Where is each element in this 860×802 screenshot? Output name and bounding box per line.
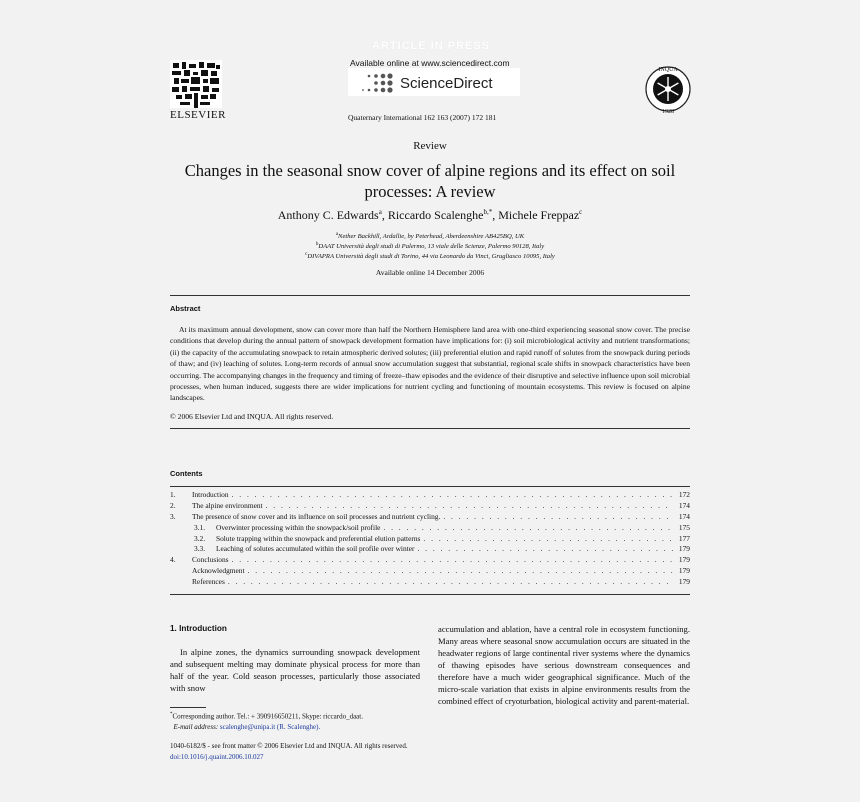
author-sup: b,* — [483, 208, 493, 216]
abstract-text: At its maximum annual development, snow can cover more than half the Northern Hemisphere land area with one-third experiencing seasonal snow cover. The precise conditions that develop during the annual pattern of snowpack development formation have implications for: (i) soil microbiological activity and nutrient transformations; (ii) the capacity of the accumulating snowpack to retain atmospheric derived solutes; (iii) preferential elution and rapid runoff of solutes from the snowpack during periods of thaw; and (iv) leaching of solutes. Long-term records of annual snow accumulation suggest that substantial, regional scale shifts in snowpack characteristics have been occurring. The accompanying changes in the frequency and timing of freeze–thaw episodes and the evidence of their disruptive and selective influence upon soil microbial processes, when human induced, suggests there are wider implications for nutrient cycling and functioning of mountain ecosystems. This review is focused on alpine landscapes. — [170, 325, 690, 403]
toc-entry[interactable] — [170, 490, 690, 501]
body-column-left — [170, 646, 420, 694]
toc-label: Overwinter processing within the snowpack/soil profile — [216, 522, 381, 532]
divider — [170, 594, 690, 595]
doi-link[interactable]: doi:10.1016/j.quaint.2006.10.027 — [170, 753, 264, 761]
divider — [170, 428, 690, 429]
sciencedirect-dots-icon — [360, 72, 398, 94]
table-of-contents — [170, 490, 690, 588]
article-type: Review — [413, 140, 447, 152]
toc-label: Introduction — [192, 490, 229, 499]
toc-leader-dots — [417, 544, 673, 553]
toc-number: 3.2. — [194, 533, 206, 543]
toc-page-number: 174 — [678, 511, 690, 521]
journal-reference: Quaternary International 162 163 (2007) 172 181 — [348, 113, 497, 122]
toc-number: 2. — [170, 500, 176, 510]
toc-leader-dots — [232, 555, 673, 564]
toc-label: Conclusions — [192, 555, 229, 565]
author-sup: c — [579, 208, 583, 216]
sciencedirect-wordmark: ScienceDirect — [400, 75, 493, 92]
body-paragraph: accumulation and ablation, have a central role in ecosystem functioning. Many areas where seasonal snow accumulation occurs are situated in the headwater regions of large continental river systems where the dynamics of thawing episodes have serious downstream consequences and therefore have a much wider geographical significance. Much of the micro-scale variation that exists in alpine environments results from the combined effect of cryoturbation, biological activity and parent-material. — [438, 624, 690, 706]
contents-heading: Contents — [170, 469, 203, 478]
toc-page-number: 179 — [678, 544, 690, 554]
toc-leader-dots — [228, 577, 673, 586]
toc-label: The presence of snow cover and its influence on soil processes and nutrient cycling. — [192, 511, 441, 521]
toc-leader-dots — [248, 566, 673, 575]
footnote-divider — [170, 707, 206, 708]
toc-number: 3.1. — [194, 522, 206, 532]
author-name[interactable]: Riccardo Scalenghe — [387, 208, 484, 222]
toc-label: Solute trapping within the snowpack and preferential elution patterns — [216, 533, 421, 543]
toc-label: References — [192, 577, 225, 587]
toc-page-number: 174 — [678, 500, 690, 510]
article-title: Changes in the seasonal snow cover of alpine regions and its effect on soil processes: A review — [184, 161, 676, 201]
body-paragraph: In alpine zones, the dynamics surrounding snowpack development and subsequent melting may dominate physical process for more than half of the year. Cold season processes, particularly those associated with snow — [170, 647, 420, 693]
bottom-meta — [170, 741, 408, 763]
article-in-press-watermark: ARTICLE IN PRESS — [372, 40, 491, 52]
toc-page-number: 172 — [678, 490, 690, 499]
toc-leader-dots — [443, 512, 673, 521]
affiliation: $^a$Nether Backhill, Ardallie, by Peterhead, Aberdeenshire AB425BQ, UK — [335, 232, 525, 241]
divider — [170, 486, 690, 487]
elsevier-wordmark: ELSEVIER — [170, 109, 226, 121]
toc-leader-dots — [423, 534, 673, 543]
toc-entry[interactable] — [170, 577, 690, 588]
affiliation: $^c$DIVAPRA Università degli studi di Torino, 44 via Leonardo da Vinci, Grugliasco 10095, Italy — [305, 252, 555, 261]
toc-entry[interactable] — [170, 566, 690, 577]
email-link[interactable]: scalenghe@unipa.it (R. Scalenghe). — [219, 722, 321, 731]
corresponding-author: Corresponding author. Tel.: + 390916650211, Skype: riccardo_daat. — [172, 712, 363, 721]
toc-entry[interactable] — [170, 555, 690, 566]
toc-entry[interactable] — [170, 544, 690, 555]
affiliation: $^b$DAAT Università degli studi di Palermo, 13 viale delle Scienze, Palermo 90128, Italy — [315, 242, 545, 251]
toc-label: The alpine environment — [192, 500, 263, 510]
divider — [170, 295, 690, 296]
abstract-copyright: © 2006 Elsevier Ltd and INQUA. All rights reserved. — [170, 412, 334, 421]
toc-number: 3. — [170, 511, 176, 521]
toc-label: Acknowledgment — [192, 566, 245, 576]
body-column-right — [438, 623, 690, 707]
available-date: Available online 14 December 2006 — [375, 268, 485, 277]
toc-entry[interactable] — [170, 523, 690, 534]
footnote: *Corresponding author. Tel.: + 390916650211, Skype: riccardo_daat. E-mail address: scalenghe@unipa.it (R. Scalenghe). — [170, 712, 363, 731]
email-label: E-mail address: — [173, 722, 219, 731]
author-name[interactable]: Anthony C. Edwards — [277, 208, 379, 222]
toc-page-number: 179 — [678, 555, 690, 565]
toc-entry[interactable] — [170, 534, 690, 545]
toc-entry[interactable] — [170, 512, 690, 523]
elsevier-tree-logo-icon — [170, 60, 222, 108]
available-online-at: Available online at www.sciencedirect.com — [350, 58, 510, 68]
toc-page-number: 179 — [678, 577, 690, 587]
issn-line: 1040-6182/$ - see front matter © 2006 Elsevier Ltd and INQUA. All rights reserved. — [170, 742, 408, 750]
toc-page-number: 179 — [678, 566, 690, 576]
toc-page-number: 177 — [678, 533, 690, 543]
toc-label: Leaching of solutes accumulated within the soil profile over winter — [216, 544, 415, 554]
toc-leader-dots — [266, 501, 673, 510]
inqua-logo-icon — [644, 60, 692, 118]
abstract-heading: Abstract — [170, 304, 201, 313]
toc-number: 4. — [170, 555, 176, 565]
abstract-body — [170, 324, 690, 404]
section-heading: 1. Introduction — [170, 624, 227, 633]
toc-page-number: 175 — [678, 522, 690, 532]
author-name[interactable]: Michele Freppaz — [498, 208, 580, 222]
author-sup: a — [378, 208, 382, 216]
toc-leader-dots — [383, 523, 673, 532]
toc-leader-dots — [232, 490, 673, 499]
toc-number: 1. — [170, 490, 176, 499]
toc-number: 3.3. — [194, 544, 206, 554]
inqua-logo-text: INQUA — [658, 67, 678, 73]
toc-entry[interactable] — [170, 501, 690, 512]
author-list: Anthony C. Edwards$^a$, Riccardo Scalenghe$^{b,*}$, Michele Freppaz$^c$ — [277, 208, 583, 222]
inqua-logo-year: 1928 — [662, 109, 674, 115]
